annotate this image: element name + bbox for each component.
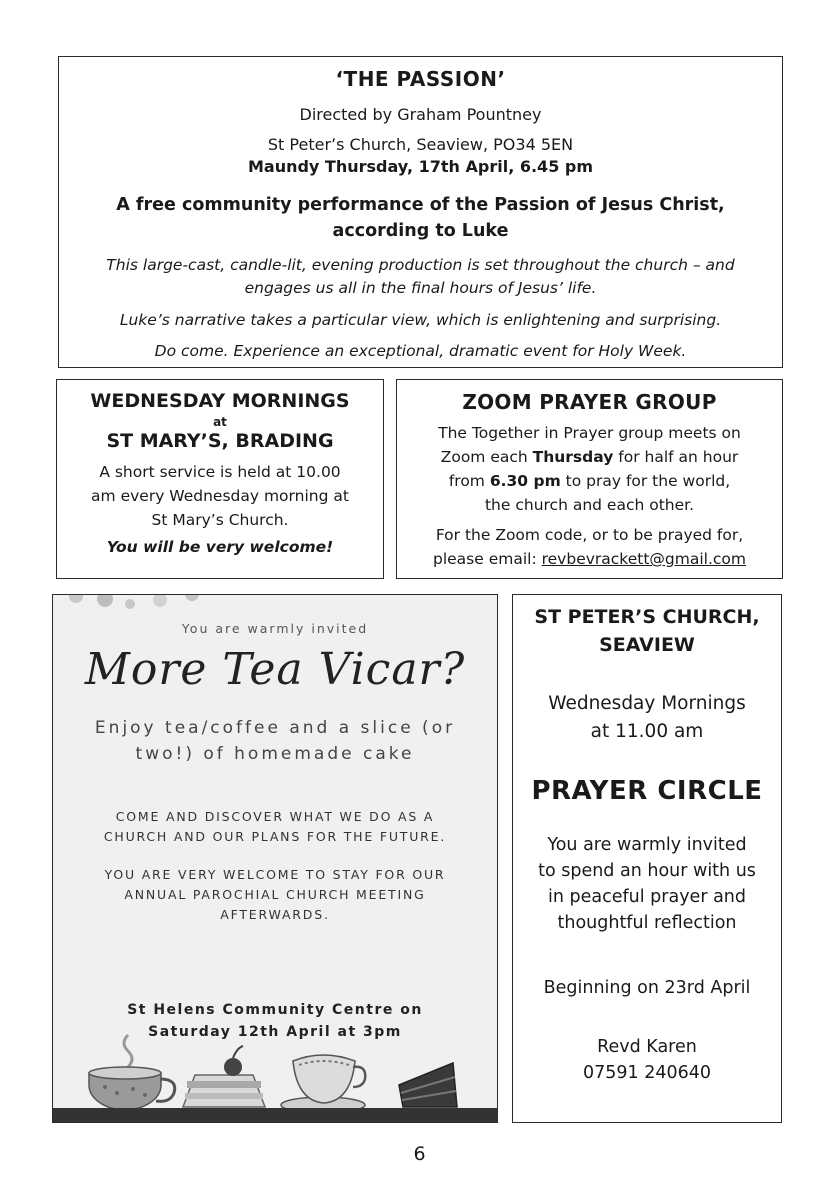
zoom-text: please email:	[432, 550, 542, 568]
peter-schedule	[513, 690, 781, 746]
peter-heading: PRAYER CIRCLE	[531, 776, 763, 806]
decor-dot	[125, 599, 135, 609]
zoom-contact	[397, 523, 782, 571]
passion-headline: A free community performance of the Passion of Jesus Christ, according to Luke	[116, 195, 725, 241]
email-link[interactable]: revbevrackett@gmail.com	[541, 550, 746, 568]
peter-contact	[513, 1034, 781, 1086]
tea-enjoy: Enjoy tea/coffee and a slice (or two!) of homemade cake	[94, 718, 456, 764]
fancy-teacup-icon	[281, 1055, 365, 1111]
zoom-line: The Together in Prayer group meets on	[438, 424, 741, 442]
passion-title: ‘THE PASSION’	[335, 67, 506, 91]
peter-contact-name: Revd Karen	[597, 1037, 697, 1057]
decor-dot	[69, 594, 83, 603]
decor-dot	[97, 594, 113, 607]
wednesday-mornings-notice	[56, 379, 384, 579]
passion-date: Maundy Thursday, 17th April, 6.45 pm	[247, 157, 594, 176]
peter-begin: Beginning on 23rd April	[543, 978, 751, 998]
passion-director: Directed by Graham Pountney	[299, 105, 542, 124]
passion-notice	[58, 56, 783, 368]
tea-invited: You are warmly invited	[181, 621, 369, 636]
peter-title: ST PETER’S CHURCH, SEAVIEW	[534, 606, 760, 656]
tea-meeting: YOU ARE VERY WELCOME TO STAY FOR OUR ANNUAL PAROCHIAL CHURCH MEETING AFTERWARDS.	[104, 867, 446, 922]
zoom-text: Zoom each	[440, 448, 533, 466]
tea-date: Saturday 12th April at 3pm	[148, 1024, 402, 1040]
cake-slice-icon	[183, 1046, 265, 1107]
zoom-line: the church and each other.	[484, 496, 695, 514]
prayer-circle-notice	[512, 594, 782, 1123]
wednesday-body: A short service is held at 10.00 am every Wednesday morning at St Mary’s Church.	[91, 463, 349, 529]
tea-venue-line: St Helens Community Centre on	[127, 1002, 423, 1018]
steam-icon	[124, 1035, 132, 1067]
wednesday-at: at	[213, 415, 227, 429]
zoom-line: For the Zoom code, or to be prayed for,	[435, 526, 744, 544]
zoom-line	[397, 445, 782, 469]
zoom-title: ZOOM PRAYER GROUP	[462, 390, 717, 414]
decor-dot	[185, 594, 199, 601]
decor-dot	[153, 594, 167, 607]
zoom-body	[397, 421, 782, 517]
peter-invite: You are warmly invited to spend an hour with us in peaceful prayer and thoughtful reflection	[538, 835, 756, 933]
zoom-text: from	[448, 472, 490, 490]
passion-narrative: Luke’s narrative takes a particular view, which is enlightening and surprising.	[119, 311, 722, 329]
passion-description: This large-cast, candle-lit, evening production is set throughout the church – and engages us all in the final hours of Jesus’ life.	[106, 256, 735, 297]
zoom-text: to pray for the world,	[560, 472, 731, 490]
peter-time: at 11.00 am	[590, 721, 704, 742]
tea-discover: COME AND DISCOVER WHAT WE DO AS A CHURCH AND OUR PLANS FOR THE FUTURE.	[103, 809, 447, 844]
zoom-day: Thursday	[532, 448, 614, 466]
peter-contact-phone: 07591 240640	[582, 1063, 712, 1083]
cakes-illustration	[53, 1015, 498, 1111]
zoom-prayer-notice	[396, 379, 783, 579]
page-number: 6	[413, 1143, 426, 1165]
tea-title: More Tea Vicar?	[84, 644, 466, 695]
tea-invitation	[52, 594, 498, 1123]
teacup-icon	[89, 1067, 175, 1110]
wednesday-title: WEDNESDAY MORNINGS	[90, 390, 350, 412]
zoom-text: for half an hour	[613, 448, 739, 466]
wednesday-welcome: You will be very welcome!	[106, 538, 334, 556]
zoom-line	[397, 547, 782, 571]
peter-day: Wednesday Mornings	[548, 693, 746, 714]
passion-invitation: Do come. Experience an exceptional, dramatic event for Holy Week.	[154, 342, 687, 360]
zoom-line	[397, 469, 782, 493]
passion-venue: St Peter’s Church, Seaview, PO34 5EN	[267, 135, 574, 154]
chocolate-cake-icon	[399, 1063, 457, 1107]
zoom-time: 6.30 pm	[489, 472, 561, 490]
wednesday-location: ST MARY’S, BRADING	[106, 430, 334, 452]
table-band	[53, 1108, 497, 1122]
